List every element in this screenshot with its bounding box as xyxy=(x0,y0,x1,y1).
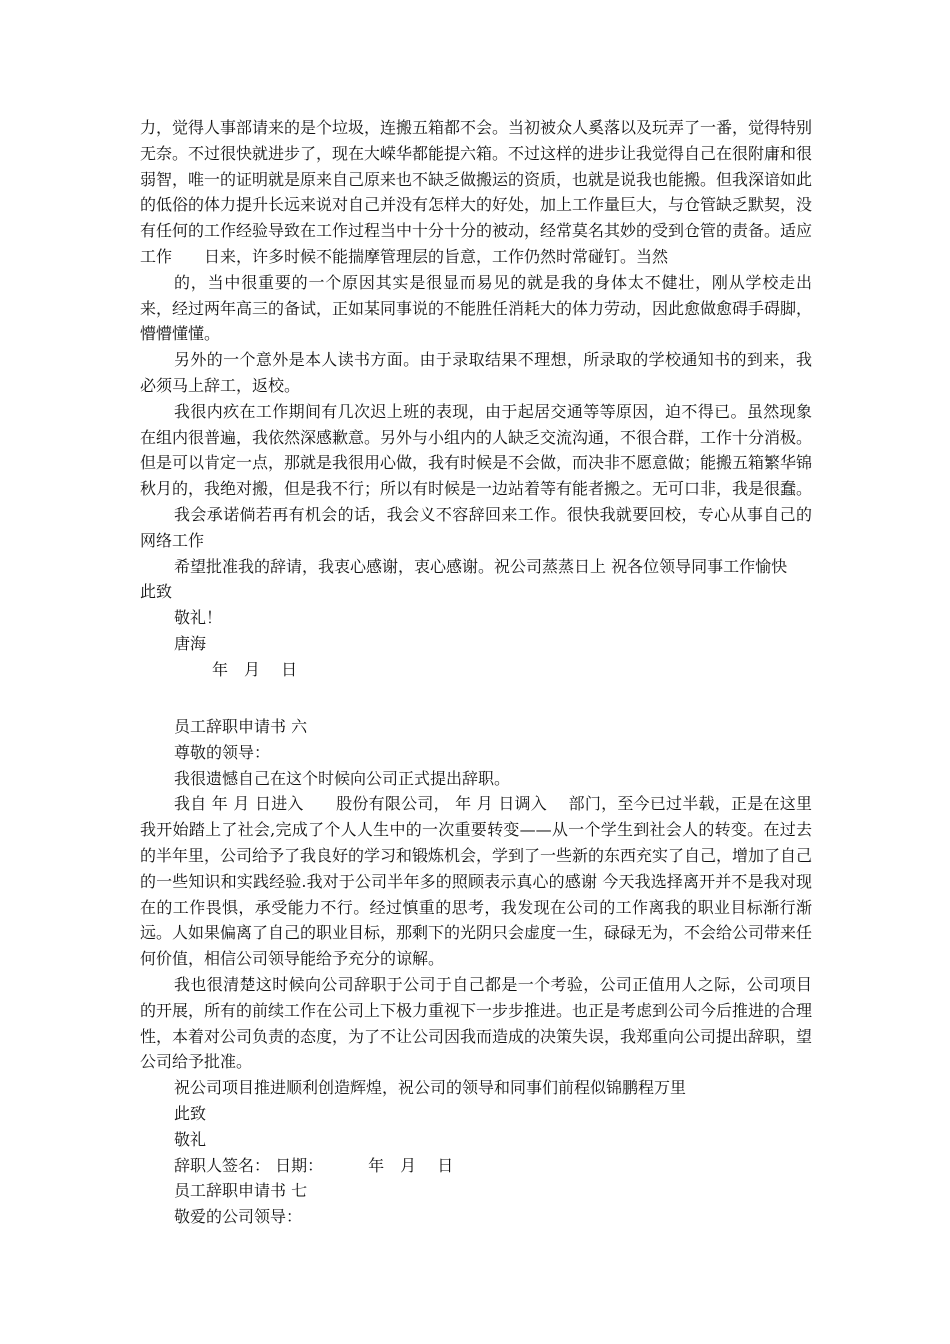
closing-salutation: 此致 xyxy=(140,582,173,602)
signature-line: 辞职人签名： 日期： 年 月 日 xyxy=(174,1155,454,1175)
closing-salutation-2: 此致 xyxy=(174,1103,207,1123)
greeting: 尊敬的领导： xyxy=(174,742,271,762)
paragraph-1: 力，觉得人事部请来的是个垃圾，连搬五箱都不会。当初被众人奚落以及玩弄了一番，觉得特别无奈。不过很快就进步了，现在大嵘华都能提六箱。不过这样的进步让我觉得自己在很附庸和很弱智，唯一的证明就是原来自己原来也不缺乏做搬运的资质，也就是说我也能搬。但我深谙如此的低俗的体力提升长远来说对自己并没有怎样大的好处，加上工作量巨大，与仓管缺乏默契，没有任何的工作经验导致在工作过程当中十分十分的被动，经常莫名其妙的受到仓管的责备。适应工作 日来，许多时候不能揣摩管理层的旨意，工作仍然时常碰钉。当然 xyxy=(140,118,813,266)
paragraph-intro: 我很遗憾自己在这个时候向公司正式提出辞职。 xyxy=(174,768,511,788)
paragraph-4: 我很内疚在工作期间有几次迟上班的表现，由于起居交通等等原因，迫不得已。虽然现象在组内很普遍，我依然深感歉意。另外与小组内的人缺乏交流沟通，不很合群，工作十分消极。 但是可以肯定一点，那就是我很用心做，我有时候是不会做，而决非不愿意做；能搬五箱繁华锦秋月的，我绝对搬，但是我不行；所以有时候是一边站着等有能者搬之。无可口非，我是很蠢。 xyxy=(140,401,813,499)
paragraph-7: 我自 年 月 日进入 股份有限公司， 年 月 日调入 部门，至今已过半载，正是在这里我开始踏上了社会,完成了个人人生中的一次重要转变——从一个学生到社会人的转变。在过去的半年里，公司给予了我良好的学习和锻炼机会，学到了一些新的东西充实了自己，增加了自己的一些知识和实践经验.我对于公司半年多的照顾表示真心的感谢 今天我选择离开并不是我对现在的工作畏惧，承受能力不行。经过慎重的思考，我发现在公司的工作离我的职业目标渐行渐远。人如果偏离了自己的职业目标，那剩下的光阴只会虚度一生，碌碌无为，不会给公司带来任何价值，相信公司领导能给予充分的谅解。 xyxy=(140,794,813,969)
body-section-2 xyxy=(140,714,812,1230)
body-section-1 xyxy=(140,115,812,683)
paragraph-2: 的，当中很重要的一个原因其实是很显而易见的就是我的身体太不健壮，刚从学校走出来，经过两年高三的备试，正如某同事说的不能胜任消耗大的体力劳动，因此愈做愈碍手碍脚，懵懵懂懂。 xyxy=(140,272,813,344)
signature-name: 唐海 xyxy=(174,633,207,653)
paragraph-5: 我会承诺倘若再有机会的话，我会义不容辞回来工作。很快我就要回校，专心从事自己的网络工作 xyxy=(140,504,812,550)
greeting-2: 敬爱的公司领导： xyxy=(174,1207,303,1227)
section-heading-6: 员工辞职申请书 六 xyxy=(174,717,308,736)
closing-regards: 敬礼！ xyxy=(174,608,223,628)
paragraph-3: 另外的一个意外是本人读书方面。由于录取结果不理想，所录取的学校通知书的到来，我必须马上辞工，返校。 xyxy=(140,350,812,395)
paragraph-6: 希望批准我的辞请，我衷心感谢，衷心感谢。祝公司蒸蒸日上 祝各位领导同事工作愉快 xyxy=(174,556,788,576)
signature-date: 年 月 日 xyxy=(212,659,298,679)
paragraph-8: 我也很清楚这时候向公司辞职于公司于自己都是一个考验，公司正值用人之际，公司项目的开展，所有的前续工作在公司上下极力重视下一步步推进。也正是考虑到公司今后推进的合理性，本着对公司负责的态度，为了不让公司因我而造成的决策失误，我郑重向公司提出辞职，望公司给予批准。 xyxy=(140,974,813,1072)
closing-regards-2: 敬礼 xyxy=(174,1129,207,1149)
paragraph-wishes: 祝公司项目推进顺利创造辉煌，祝公司的领导和同事们前程似锦鹏程万里 xyxy=(174,1078,687,1098)
section-heading-7: 员工辞职申请书 七 xyxy=(174,1181,308,1201)
